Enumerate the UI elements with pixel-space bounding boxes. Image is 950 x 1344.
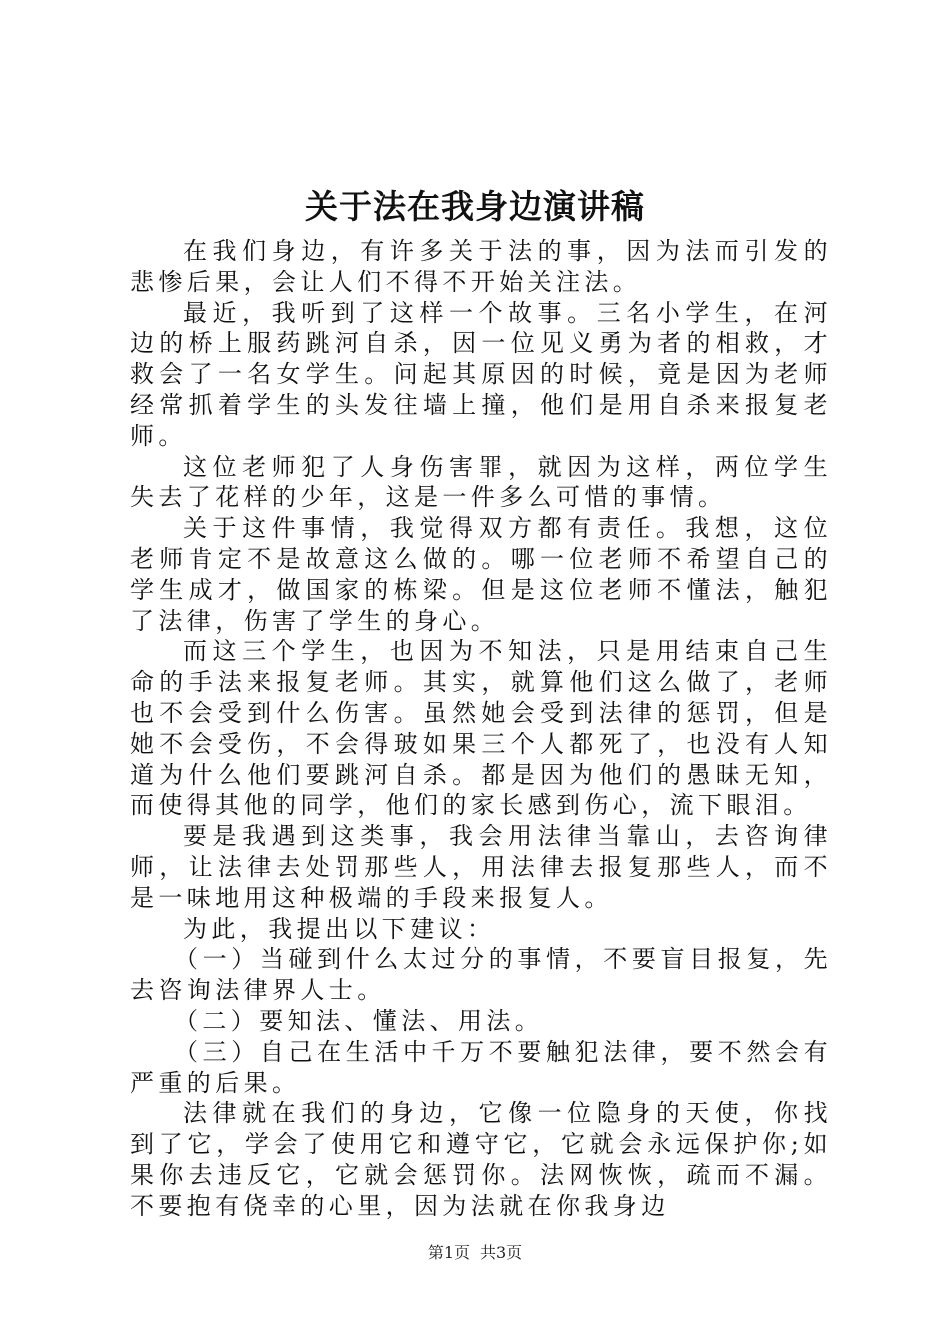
document-title: 关于法在我身边演讲稿	[305, 187, 645, 226]
paragraph-responsibility: 关于这件事情，我觉得双方都有责任。我想，这位老师肯定不是故意这么做的。哪一位老师不希望自己的学生成才，做国家的栋梁。但是这位老师不懂法，触犯了法律，伤害了学生的身心。	[130, 514, 832, 635]
paragraph-crime: 这位老师犯了人身伤害罪，就因为这样，两位学生失去了花样的少年，这是一件多么可惜的事情。	[130, 452, 832, 512]
paragraph-suggestions-intro: 为此，我提出以下建议：	[183, 914, 496, 943]
paragraph-intro: 在我们身边，有许多关于法的事，因为法而引发的悲惨后果，会让人们不得不开始关注法。	[130, 237, 832, 296]
page-number-total: 共3页	[480, 1243, 523, 1262]
suggestion-item-3: （三）自己在生活中千万不要触犯法律，要不然会有严重的后果。	[130, 1037, 832, 1097]
paragraph-story: 最近，我听到了这样一个故事。三名小学生，在河边的桥上服药跳河自杀，因一位见义勇为者的相救，才救会了一名女学生。问起其原因的时候，竟是因为老师经常抓着学生的头发往墙上撞，他们是用自杀来报复老师。	[130, 298, 832, 450]
page-number-current: 第1页	[427, 1243, 470, 1262]
document-body	[130, 236, 832, 1222]
suggestion-item-1: （一）当碰到什么太过分的事情，不要盲目报复，先去咨询法律界人士。	[130, 945, 832, 1005]
paragraph-conclusion: 法律就在我们的身边，它像一位隐身的天使，你找到了它，学会了使用它和遵守它，它就会永远保护你;如果你去违反它，它就会惩罚你。法网恢恢，疏而不漏。不要抱有侥幸的心里，因为法就在你我身边	[130, 1099, 832, 1220]
page-footer	[0, 1243, 950, 1263]
paragraph-students: 而这三个学生，也因为不知法，只是用结束自己生命的手法来报复老师。其实，就算他们这么做了，老师也不会受到什么伤害。虽然她会受到法律的惩罚，但是她不会受伤，不会得玻如果三个人都死了，也没有人知道为什么他们要跳河自杀。都是因为他们的愚昧无知，而使得其他的同学，他们的家长感到伤心，流下眼泪。	[130, 637, 832, 820]
suggestion-item-2: （二）要知法、懂法、用法。	[174, 1006, 544, 1035]
paragraph-my-approach: 要是我遇到这类事，我会用法律当靠山，去咨询律师，让法律去处罚那些人，用法律去报复那些人，而不是一味地用这种极端的手段来报复人。	[130, 822, 832, 912]
